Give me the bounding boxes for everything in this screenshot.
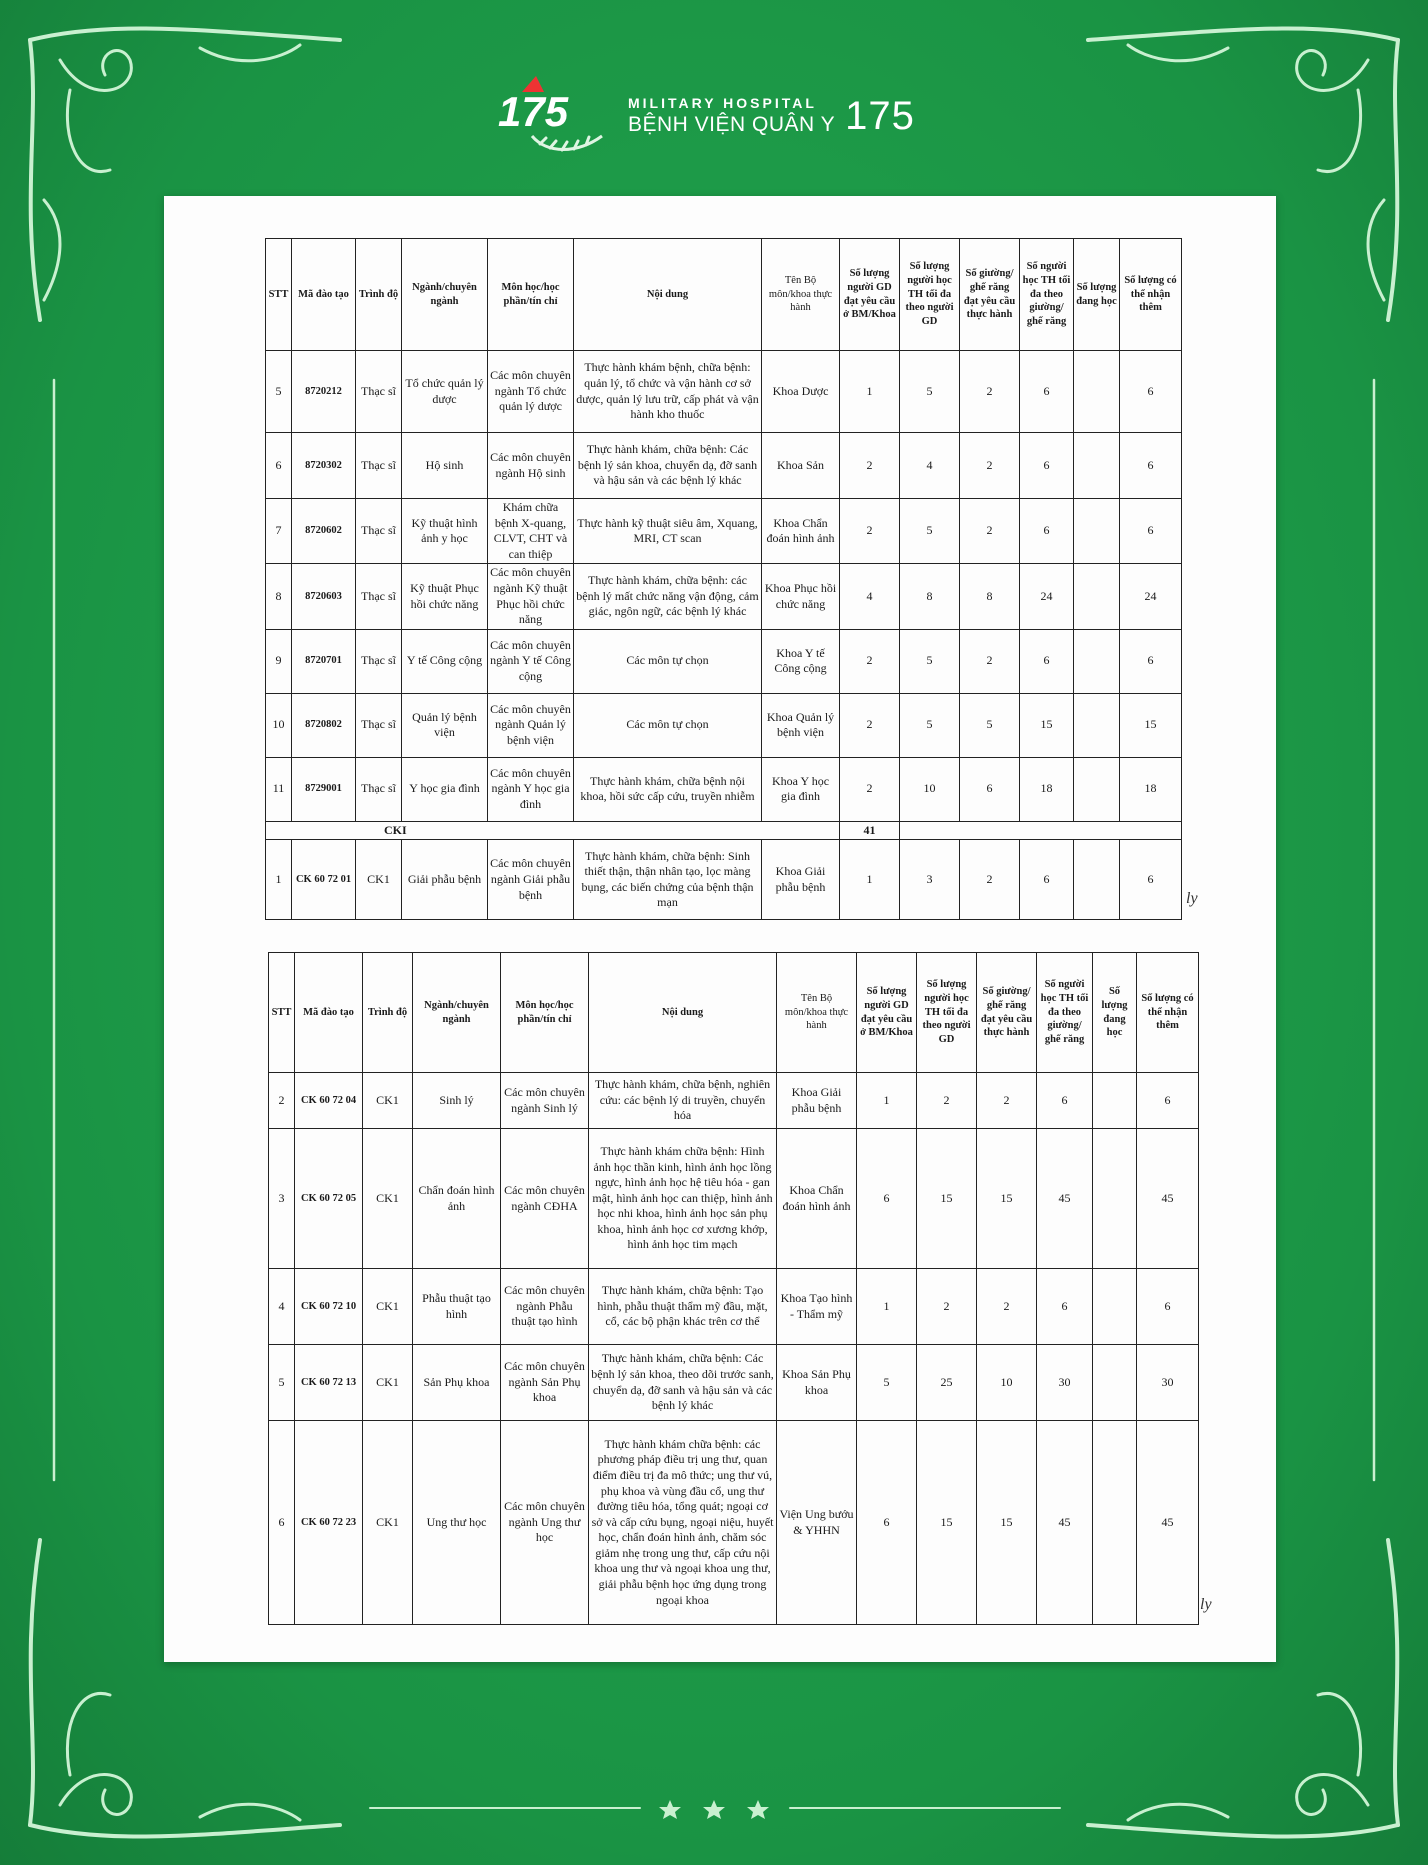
cell-dept: Khoa Giải phẫu bệnh <box>777 1073 857 1129</box>
cell-major: Kỹ thuật hình ảnh y học <box>402 499 488 564</box>
header-capacity: Số lượng có thể nhận thêm <box>1120 239 1182 351</box>
cell-dept: Khoa Sản Phụ khoa <box>777 1345 857 1421</box>
cell-capacity: 45 <box>1137 1421 1199 1625</box>
cell-dept: Viện Ung bướu & YHHN <box>777 1421 857 1625</box>
brand-number: 175 <box>845 93 915 138</box>
cell-dept: Khoa Y tế Công cộng <box>762 629 840 693</box>
cell-course: Các môn chuyên ngành Sinh lý <box>501 1073 589 1129</box>
cell-content: Các môn tự chọn <box>574 629 762 693</box>
cell-code: 8729001 <box>292 757 356 821</box>
header-level: Trình độ <box>356 239 402 351</box>
cell-beds: 15 <box>977 1129 1037 1269</box>
cell-lecturers: 4 <box>840 564 900 629</box>
cell-code: CK 60 72 10 <box>295 1269 363 1345</box>
cell-major: Sinh lý <box>413 1073 501 1129</box>
cell-capacity: 6 <box>1120 499 1182 564</box>
cell-course: Khám chữa bệnh X-quang, CLVT, CHT và can thiệp <box>488 499 574 564</box>
cell-max-per-lecturer: 4 <box>900 433 960 499</box>
cell-major: Phẫu thuật tạo hình <box>413 1269 501 1345</box>
cell-lecturers: 5 <box>857 1345 917 1421</box>
header-studying: Số lượng đang học <box>1093 953 1137 1073</box>
cell-studying <box>1074 351 1120 433</box>
cell-major: Giải phẫu bệnh <box>402 840 488 920</box>
cell-major: Quản lý bệnh viện <box>402 693 488 757</box>
cell-level: Thạc sĩ <box>356 564 402 629</box>
header-capacity: Số lượng có thể nhận thêm <box>1137 953 1199 1073</box>
cell-content: Thực hành kỹ thuật siêu âm, Xquang, MRI, CT scan <box>574 499 762 564</box>
cell-studying <box>1093 1269 1137 1345</box>
cell-studying <box>1074 629 1120 693</box>
cell-content: Thực hành khám, chữa bệnh nội khoa, hồi sức cấp cứu, truyền nhiễm <box>574 757 762 821</box>
cell-max-per-bed: 30 <box>1037 1345 1093 1421</box>
cell-content: Thực hành khám bệnh, chữa bệnh: quản lý, tổ chức và vận hành cơ sở dược, quản lý lưu trữ, cấp phát và vận hành kho thuốc <box>574 351 762 433</box>
cell-dept: Khoa Phục hồi chức năng <box>762 564 840 629</box>
cell-studying <box>1074 499 1120 564</box>
cell-max-per-lecturer: 3 <box>900 840 960 920</box>
table-row <box>269 1345 1199 1421</box>
cell-lecturers: 2 <box>840 433 900 499</box>
header-lecturers: Số lượng người GD đạt yêu cầu ở BM/Khoa <box>857 953 917 1073</box>
cell-max-per-bed: 6 <box>1037 1269 1093 1345</box>
cell-max-per-lecturer: 5 <box>900 499 960 564</box>
cell-stt: 3 <box>269 1129 295 1269</box>
cell-max-per-lecturer: 5 <box>900 351 960 433</box>
cell-beds: 2 <box>960 499 1020 564</box>
header-studying: Số lượng đang học <box>1074 239 1120 351</box>
signature-mark-1: ly <box>1186 890 1198 907</box>
cell-content: Thực hành khám, chữa bệnh, nghiên cứu: các bệnh lý di truyền, chuyển hóa <box>589 1073 777 1129</box>
cell-beds: 2 <box>977 1073 1037 1129</box>
cell-level: Thạc sĩ <box>356 499 402 564</box>
table-row <box>266 840 1182 920</box>
cell-stt: 6 <box>266 433 292 499</box>
cell-code: CK 60 72 04 <box>295 1073 363 1129</box>
cell-lecturers: 1 <box>840 351 900 433</box>
header-beds: Số giường/ ghế răng đạt yêu cầu thực hành <box>977 953 1037 1073</box>
cell-dept: Khoa Dược <box>762 351 840 433</box>
cell-dept: Khoa Chẩn đoán hình ảnh <box>762 499 840 564</box>
header-beds: Số giường/ ghế răng đạt yêu cầu thực hành <box>960 239 1020 351</box>
cell-capacity: 15 <box>1120 693 1182 757</box>
cell-course: Các môn chuyên ngành Ung thư học <box>501 1421 589 1625</box>
cell-lecturers: 1 <box>857 1073 917 1129</box>
header-lecturers: Số lượng người GD đạt yêu cầu ở BM/Khoa <box>840 239 900 351</box>
hospital-logo-icon <box>492 66 622 166</box>
cell-capacity: 6 <box>1120 351 1182 433</box>
table-row <box>266 433 1182 499</box>
cell-code: 8720603 <box>292 564 356 629</box>
cell-beds: 2 <box>977 1269 1037 1345</box>
cell-dept: Khoa Sản <box>762 433 840 499</box>
cell-capacity: 24 <box>1120 564 1182 629</box>
cell-studying <box>1074 693 1120 757</box>
cell-max-per-lecturer: 2 <box>917 1269 977 1345</box>
cell-max-per-lecturer: 15 <box>917 1421 977 1625</box>
training-table-2 <box>268 952 1199 1625</box>
table-row <box>266 629 1182 693</box>
header-max-per-bed: Số người học TH tối đa theo giường/ ghế răng <box>1020 239 1074 351</box>
cell-max-per-bed: 6 <box>1020 499 1074 564</box>
cell-content: Thực hành khám chữa bệnh: Hình ảnh học thần kinh, hình ảnh học lồng ngực, hình ảnh học hệ tiêu hóa - gan mật, hình ảnh học can thiệp, hình ảnh học nhi khoa, hình ảnh học sản phụ khoa, hình ảnh học cơ xương khớp, hình ảnh học tim mạch <box>589 1129 777 1269</box>
cell-capacity: 30 <box>1137 1345 1199 1421</box>
table-row <box>266 757 1182 821</box>
cell-beds: 2 <box>960 629 1020 693</box>
cell-stt: 7 <box>266 499 292 564</box>
cell-beds: 6 <box>960 757 1020 821</box>
header-course: Môn học/học phần/tín chỉ <box>501 953 589 1073</box>
cell-max-per-bed: 45 <box>1037 1421 1093 1625</box>
cell-beds: 5 <box>960 693 1020 757</box>
cell-beds: 2 <box>960 351 1020 433</box>
brand-name-vi: BỆNH VIỆN QUÂN Y <box>628 113 836 136</box>
star-ornaments <box>659 1800 769 1819</box>
table-header-row <box>269 953 1199 1073</box>
cell-max-per-bed: 6 <box>1020 433 1074 499</box>
header-dept: Tên Bộ môn/khoa thực hành <box>762 239 840 351</box>
cell-capacity: 6 <box>1137 1269 1199 1345</box>
cell-level: CK1 <box>363 1345 413 1421</box>
cell-studying <box>1093 1129 1137 1269</box>
cell-stt: 5 <box>266 351 292 433</box>
cell-course: Các môn chuyên ngành Quản lý bệnh viện <box>488 693 574 757</box>
cell-content: Các môn tự chọn <box>574 693 762 757</box>
brand-name-en: MILITARY HOSPITAL <box>628 95 817 111</box>
header-code: Mã đào tạo <box>292 239 356 351</box>
table-header-row <box>266 239 1182 351</box>
cell-code: CK 60 72 05 <box>295 1129 363 1269</box>
cell-beds: 10 <box>977 1345 1037 1421</box>
cell-max-per-bed: 6 <box>1020 629 1074 693</box>
cell-max-per-lecturer: 10 <box>900 757 960 821</box>
cell-lecturers: 2 <box>840 693 900 757</box>
cell-level: Thạc sĩ <box>356 693 402 757</box>
header-max-per-lecturer: Số lượng người học TH tối đa theo người GD <box>900 239 960 351</box>
cell-beds: 8 <box>960 564 1020 629</box>
cell-stt: 6 <box>269 1421 295 1625</box>
cell-max-per-bed: 24 <box>1020 564 1074 629</box>
table-row <box>266 693 1182 757</box>
cell-content: Thực hành khám, chữa bệnh: Các bệnh lý sản khoa, theo dõi trước sanh, chuyển dạ, đỡ sanh và hậu sản và các bệnh lý khác <box>589 1345 777 1421</box>
header-dept: Tên Bộ môn/khoa thực hành <box>777 953 857 1073</box>
cell-major: Hộ sinh <box>402 433 488 499</box>
cell-code: CK 60 72 13 <box>295 1345 363 1421</box>
cell-level: CK1 <box>363 1073 413 1129</box>
document-page <box>164 196 1276 1662</box>
cell-major: Tổ chức quản lý dược <box>402 351 488 433</box>
cell-max-per-lecturer: 8 <box>900 564 960 629</box>
cell-course: Các môn chuyên ngành Giải phẫu bệnh <box>488 840 574 920</box>
cell-code: CK 60 72 01 <box>292 840 356 920</box>
cell-lecturers: 2 <box>840 757 900 821</box>
logo-text: 175 <box>498 88 569 135</box>
table-row <box>269 1269 1199 1345</box>
section-label: CKI <box>266 821 840 840</box>
cell-studying <box>1093 1345 1137 1421</box>
cell-level: CK1 <box>363 1129 413 1269</box>
cell-content: Thực hành khám, chữa bệnh: Các bệnh lý sản khoa, chuyển dạ, đỡ sanh và hậu sản và các bệnh lý khác <box>574 433 762 499</box>
cell-content: Thực hành khám, chữa bệnh: các bệnh lý mất chức năng vận động, cảm giác, ngôn ngữ, các bệnh lý khác <box>574 564 762 629</box>
cell-max-per-bed: 45 <box>1037 1129 1093 1269</box>
cell-beds: 15 <box>977 1421 1037 1625</box>
cell-max-per-lecturer: 5 <box>900 693 960 757</box>
cell-major: Sản Phụ khoa <box>413 1345 501 1421</box>
cell-level: CK1 <box>356 840 402 920</box>
cell-stt: 8 <box>266 564 292 629</box>
cell-stt: 5 <box>269 1345 295 1421</box>
table-row <box>269 1421 1199 1625</box>
cell-dept: Khoa Quản lý bệnh viện <box>762 693 840 757</box>
cell-major: Y học gia đình <box>402 757 488 821</box>
cell-code: 8720212 <box>292 351 356 433</box>
cell-level: Thạc sĩ <box>356 351 402 433</box>
cell-course: Các môn chuyên ngành CĐHA <box>501 1129 589 1269</box>
cell-course: Các môn chuyên ngành Kỹ thuật Phục hồi chức năng <box>488 564 574 629</box>
cell-max-per-lecturer: 2 <box>917 1073 977 1129</box>
header-stt: STT <box>269 953 295 1073</box>
cell-stt: 11 <box>266 757 292 821</box>
brand-block <box>628 94 915 139</box>
cell-level: Thạc sĩ <box>356 629 402 693</box>
cell-code: CK 60 72 23 <box>295 1421 363 1625</box>
cell-dept: Khoa Giải phẫu bệnh <box>762 840 840 920</box>
cell-max-per-bed: 6 <box>1020 840 1074 920</box>
cell-max-per-lecturer: 25 <box>917 1345 977 1421</box>
table-row <box>269 1129 1199 1269</box>
cell-studying <box>1093 1421 1137 1625</box>
cell-course: Các môn chuyên ngành Y học gia đình <box>488 757 574 821</box>
header-major: Ngành/chuyên ngành <box>413 953 501 1073</box>
cell-course: Các môn chuyên ngành Hộ sinh <box>488 433 574 499</box>
cell-course: Các môn chuyên ngành Sản Phụ khoa <box>501 1345 589 1421</box>
cell-dept: Khoa Y học gia đình <box>762 757 840 821</box>
section-total: 41 <box>840 821 900 840</box>
header-code: Mã đào tạo <box>295 953 363 1073</box>
cell-max-per-lecturer: 15 <box>917 1129 977 1269</box>
cell-studying <box>1074 564 1120 629</box>
cell-major: Ung thư học <box>413 1421 501 1625</box>
cell-content: Thực hành khám, chữa bệnh: Tạo hình, phẫu thuật thẩm mỹ đầu, mặt, cổ, các bộ phận khác trên cơ thể <box>589 1269 777 1345</box>
cell-code: 8720602 <box>292 499 356 564</box>
cell-studying <box>1074 433 1120 499</box>
cell-stt: 9 <box>266 629 292 693</box>
cell-capacity: 45 <box>1137 1129 1199 1269</box>
cell-lecturers: 2 <box>840 629 900 693</box>
cell-capacity: 6 <box>1120 629 1182 693</box>
table-row <box>266 499 1182 564</box>
cell-studying <box>1093 1073 1137 1129</box>
section-empty <box>900 821 1182 840</box>
cell-level: CK1 <box>363 1269 413 1345</box>
cell-stt: 10 <box>266 693 292 757</box>
cell-major: Y tế Công cộng <box>402 629 488 693</box>
cell-code: 8720802 <box>292 693 356 757</box>
cell-level: Thạc sĩ <box>356 433 402 499</box>
cell-lecturers: 6 <box>857 1421 917 1625</box>
cell-lecturers: 1 <box>840 840 900 920</box>
cell-beds: 2 <box>960 840 1020 920</box>
table-row <box>269 1073 1199 1129</box>
section-row-cki <box>266 821 1182 840</box>
cell-course: Các môn chuyên ngành Tổ chức quản lý dược <box>488 351 574 433</box>
cell-stt: 4 <box>269 1269 295 1345</box>
table-row <box>266 351 1182 433</box>
cell-lecturers: 6 <box>857 1129 917 1269</box>
cell-level: CK1 <box>363 1421 413 1625</box>
header-content: Nội dung <box>574 239 762 351</box>
cell-capacity: 6 <box>1120 840 1182 920</box>
cell-course: Các môn chuyên ngành Y tế Công cộng <box>488 629 574 693</box>
header-content: Nội dung <box>589 953 777 1073</box>
header-max-per-lecturer: Số lượng người học TH tối đa theo người GD <box>917 953 977 1073</box>
cell-dept: Khoa Chẩn đoán hình ảnh <box>777 1129 857 1269</box>
cell-stt: 1 <box>266 840 292 920</box>
cell-major: Kỹ thuật Phục hồi chức năng <box>402 564 488 629</box>
cell-content: Thực hành khám chữa bệnh: các phương pháp điều trị ung thư, quan điểm điều trị đa mô thức; ung thư vú, phụ khoa và vùng đầu cổ, ung thư đường tiêu hóa, tổng quát; ngoại cơ sở và cấp cứu bụng, ngoại niệu, huyết học, chẩn đoán hình ảnh, chăm sóc giảm nhẹ trong ung thư, cấp cứu nội khoa ung thư và ngoại khoa ung thư, giải phẫu bệnh học ứng dụng trong ngoại khoa <box>589 1421 777 1625</box>
cell-content: Thực hành khám, chữa bệnh: Sinh thiết thận, thận nhân tạo, lọc màng bụng, các biến chứng của bệnh thận mạn <box>574 840 762 920</box>
cell-beds: 2 <box>960 433 1020 499</box>
cell-major: Chẩn đoán hình ảnh <box>413 1129 501 1269</box>
cell-max-per-bed: 18 <box>1020 757 1074 821</box>
header-level: Trình độ <box>363 953 413 1073</box>
training-table-1 <box>265 238 1182 920</box>
signature-mark-2: ly <box>1200 1596 1212 1613</box>
table-row <box>266 564 1182 629</box>
cell-course: Các môn chuyên ngành Phẫu thuật tạo hình <box>501 1269 589 1345</box>
cell-level: Thạc sĩ <box>356 757 402 821</box>
header-major: Ngành/chuyên ngành <box>402 239 488 351</box>
cell-lecturers: 2 <box>840 499 900 564</box>
cell-studying <box>1074 840 1120 920</box>
cell-max-per-bed: 6 <box>1020 351 1074 433</box>
hospital-header <box>492 66 932 166</box>
cell-dept: Khoa Tạo hình - Thẩm mỹ <box>777 1269 857 1345</box>
cell-code: 8720302 <box>292 433 356 499</box>
cell-max-per-lecturer: 5 <box>900 629 960 693</box>
cell-max-per-bed: 6 <box>1037 1073 1093 1129</box>
cell-code: 8720701 <box>292 629 356 693</box>
cell-capacity: 18 <box>1120 757 1182 821</box>
cell-lecturers: 1 <box>857 1269 917 1345</box>
cell-max-per-bed: 15 <box>1020 693 1074 757</box>
header-max-per-bed: Số người học TH tối đa theo giường/ ghế răng <box>1037 953 1093 1073</box>
header-stt: STT <box>266 239 292 351</box>
cell-capacity: 6 <box>1120 433 1182 499</box>
cell-stt: 2 <box>269 1073 295 1129</box>
header-course: Môn học/học phần/tín chỉ <box>488 239 574 351</box>
cell-studying <box>1074 757 1120 821</box>
cell-capacity: 6 <box>1137 1073 1199 1129</box>
